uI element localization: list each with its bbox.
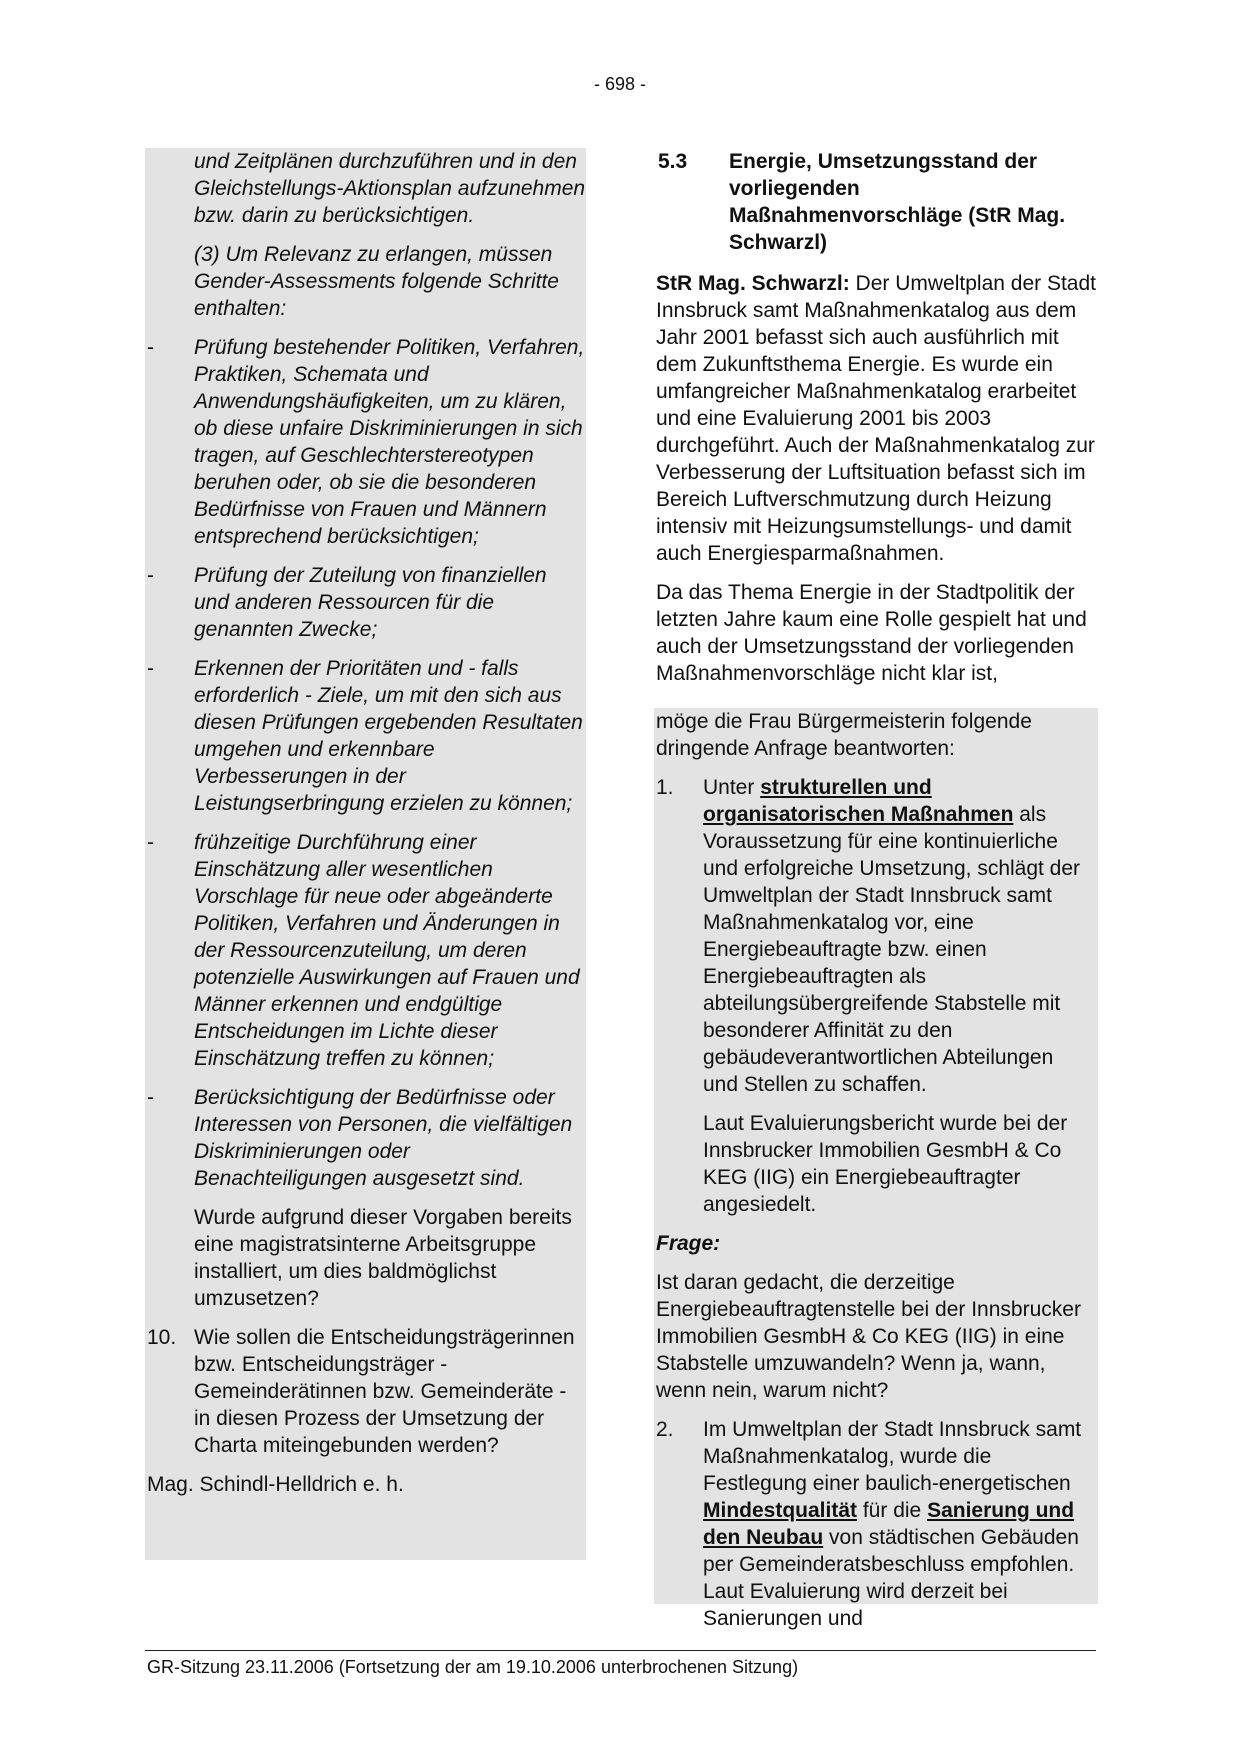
intro-paragraph [656, 270, 1096, 567]
request-text: möge die Frau Bürgermeisterin folgende dringende Anfrage beantworten: [656, 710, 1032, 760]
question-text: Wurde aufgrund dieser Vorgaben bereits eine magistratsinterne Arbeitsgruppe installiert, um dies baldmöglichst umzusetzen? [194, 1206, 572, 1310]
continued-text: und Zeitplänen durchzuführen und in den Gleichstellungs-Aktionsplan aufzunehmen bzw. darin zu berücksichtigen. [194, 150, 586, 227]
numbered-item-2 [654, 1416, 1098, 1632]
left-column [145, 148, 586, 1560]
speaker-name: StR Mag. Schwarzl: [656, 272, 850, 295]
paragraph-2: Da das Thema Energie in der Stadtpolitik der letzten Jahre kaum eine Rolle gespielt hat und auch der Umsetzungsstand der vorliegenden Maßnahmenvorschläge nicht klar ist, [656, 581, 1087, 685]
evaluation-text [654, 1110, 1098, 1218]
item-text: Laut Evaluierungsbericht wurde bei der Innsbrucker Immobilien GesmbH & Co KEG (IIG) ein Energiebeauftragter angesiedelt. [703, 1112, 1068, 1216]
footer-text: GR-Sitzung 23.11.2006 (Fortsetzung der am 19.10.2006 unterbrochenen Sitzung) [147, 1657, 799, 1677]
right-column [656, 148, 1096, 699]
item-number: 2. [656, 1418, 674, 1441]
underlined-term: Mindestqualität [703, 1499, 858, 1522]
numbered-item-1 [654, 774, 1098, 1098]
page-number: - 698 - [593, 74, 647, 94]
item-text: von städtischen Gebäuden per Gemeinderatsbeschluss empfohlen. Laut Evaluierung wird derzeit bei Sanierungen und [703, 1526, 1079, 1630]
footer-divider [145, 1650, 1096, 1651]
section-title: Energie, Umsetzungsstand der vorliegenden Maßnahmenvorschläge (StR Mag. Schwarzl) [729, 150, 1066, 254]
underlined-term: Sanierung und den Neubau [703, 1499, 1075, 1549]
bullet-item: - frühzeitige Durchführung einer Einschätzung aller wesentlichen Vorschlage für neue oder abgeänderte Politiken, Verfahren und Änderungen in der Ressourcenzuteilung, um deren potenzielle Auswirkungen auf Frauen und Männer erkennen und endgültige Entscheidungen im Lichte dieser Einschätzung treffen zu können; [145, 829, 586, 1072]
intro-text: Der Umweltplan der Stadt Innsbruck samt Maßnahmenkatalog aus dem Jahr 2001 befasst sich auch ausführlich mit dem Zukunftsthema Energie. Es wurde ein umfangreicher Maßnahmenkatalog erarbeitet und eine Evaluierung 2001 bis 2003 durchgeführt. Auch der Maßnahmenkatalog zur Verbesserung der Luftsituation befasst sich im Bereich Luftverschmutzung durch Heizung intensiv mit Heizungsumstellungs- und damit auch Energiesparmaßnahmen. [656, 272, 1096, 565]
item-number: 1. [656, 776, 674, 799]
section-heading [656, 148, 1096, 256]
underlined-term: strukturellen und organisatorischen Maßnahmen [703, 776, 1014, 826]
frage-text: Ist daran gedacht, die derzeitige Energiebeauftragtenstelle bei der Innsbrucker Immobilien GesmbH & Co KEG (IIG) in eine Stabstelle umzuwandeln? Wenn ja, wann, wenn nein, warum nicht? [656, 1271, 1081, 1402]
bullet-item: - Berücksichtigung der Bedürfnisse oder Interessen von Personen, die vielfältigen Diskriminierungen oder Benachteiligungen ausgesetzt sind. [145, 1084, 586, 1192]
paragraph-3: (3) Um Relevanz zu erlangen, müssen Gender-Assessments folgende Schritte enthalten: [194, 243, 559, 320]
item-text: Im Umweltplan der Stadt Innsbruck samt Maßnahmenkatalog, wurde die Festlegung einer baulich-energetischen [703, 1418, 1082, 1495]
request-block [654, 708, 1098, 1630]
numbered-item-10 [145, 1324, 586, 1459]
section-number: 5.3 [658, 150, 688, 173]
item-text: Wie sollen die Entscheidungsträgerinnen bzw. Entscheidungsträger - Gemeinderätinnen bzw. Gemeinderäte - in diesen Prozess der Umsetzung der Charta miteingebunden werden? [194, 1326, 575, 1457]
item-text: als Voraussetzung für eine kontinuierliche und erfolgreiche Umsetzung, schlägt der Umweltplan der Stadt Innsbruck samt Maßnahmenkatalog vor, eine Energiebeauftragte bzw. einen Energiebeauftragten als abteilungsübergreifende Stabstelle mit besonderer Affinität zu den gebäudeverantwortlichen Abteilungen und Stellen zu schaffen. [703, 803, 1081, 1096]
frage-label: Frage: [656, 1232, 721, 1255]
item-text: Unter [703, 776, 761, 799]
bullet-item: - Prüfung der Zuteilung von finanziellen und anderen Ressourcen für die genannten Zwecke; [145, 562, 586, 643]
item-text: für die [857, 1499, 928, 1522]
item-number: 10. [147, 1326, 177, 1349]
bullet-item: - Prüfung bestehender Politiken, Verfahren, Praktiken, Schemata und Anwendungshäufigkeiten, um zu klären, ob diese unfaire Diskriminierungen in sich tragen, auf Geschlechterstereotypen beruhen oder, ob sie die besonderen Bedürfnisse von Frauen und Männern entsprechend berücksichtigen; [145, 334, 586, 550]
bullet-item: - Erkennen der Prioritäten und - falls erforderlich - Ziele, um mit den sich aus diesen Prüfungen ergebenden Resultaten umgehen und erkennbare Verbesserungen in der Leistungserbringung erzielen zu können; [145, 655, 586, 817]
signature: Mag. Schindl-Helldrich e. h. [147, 1473, 404, 1496]
